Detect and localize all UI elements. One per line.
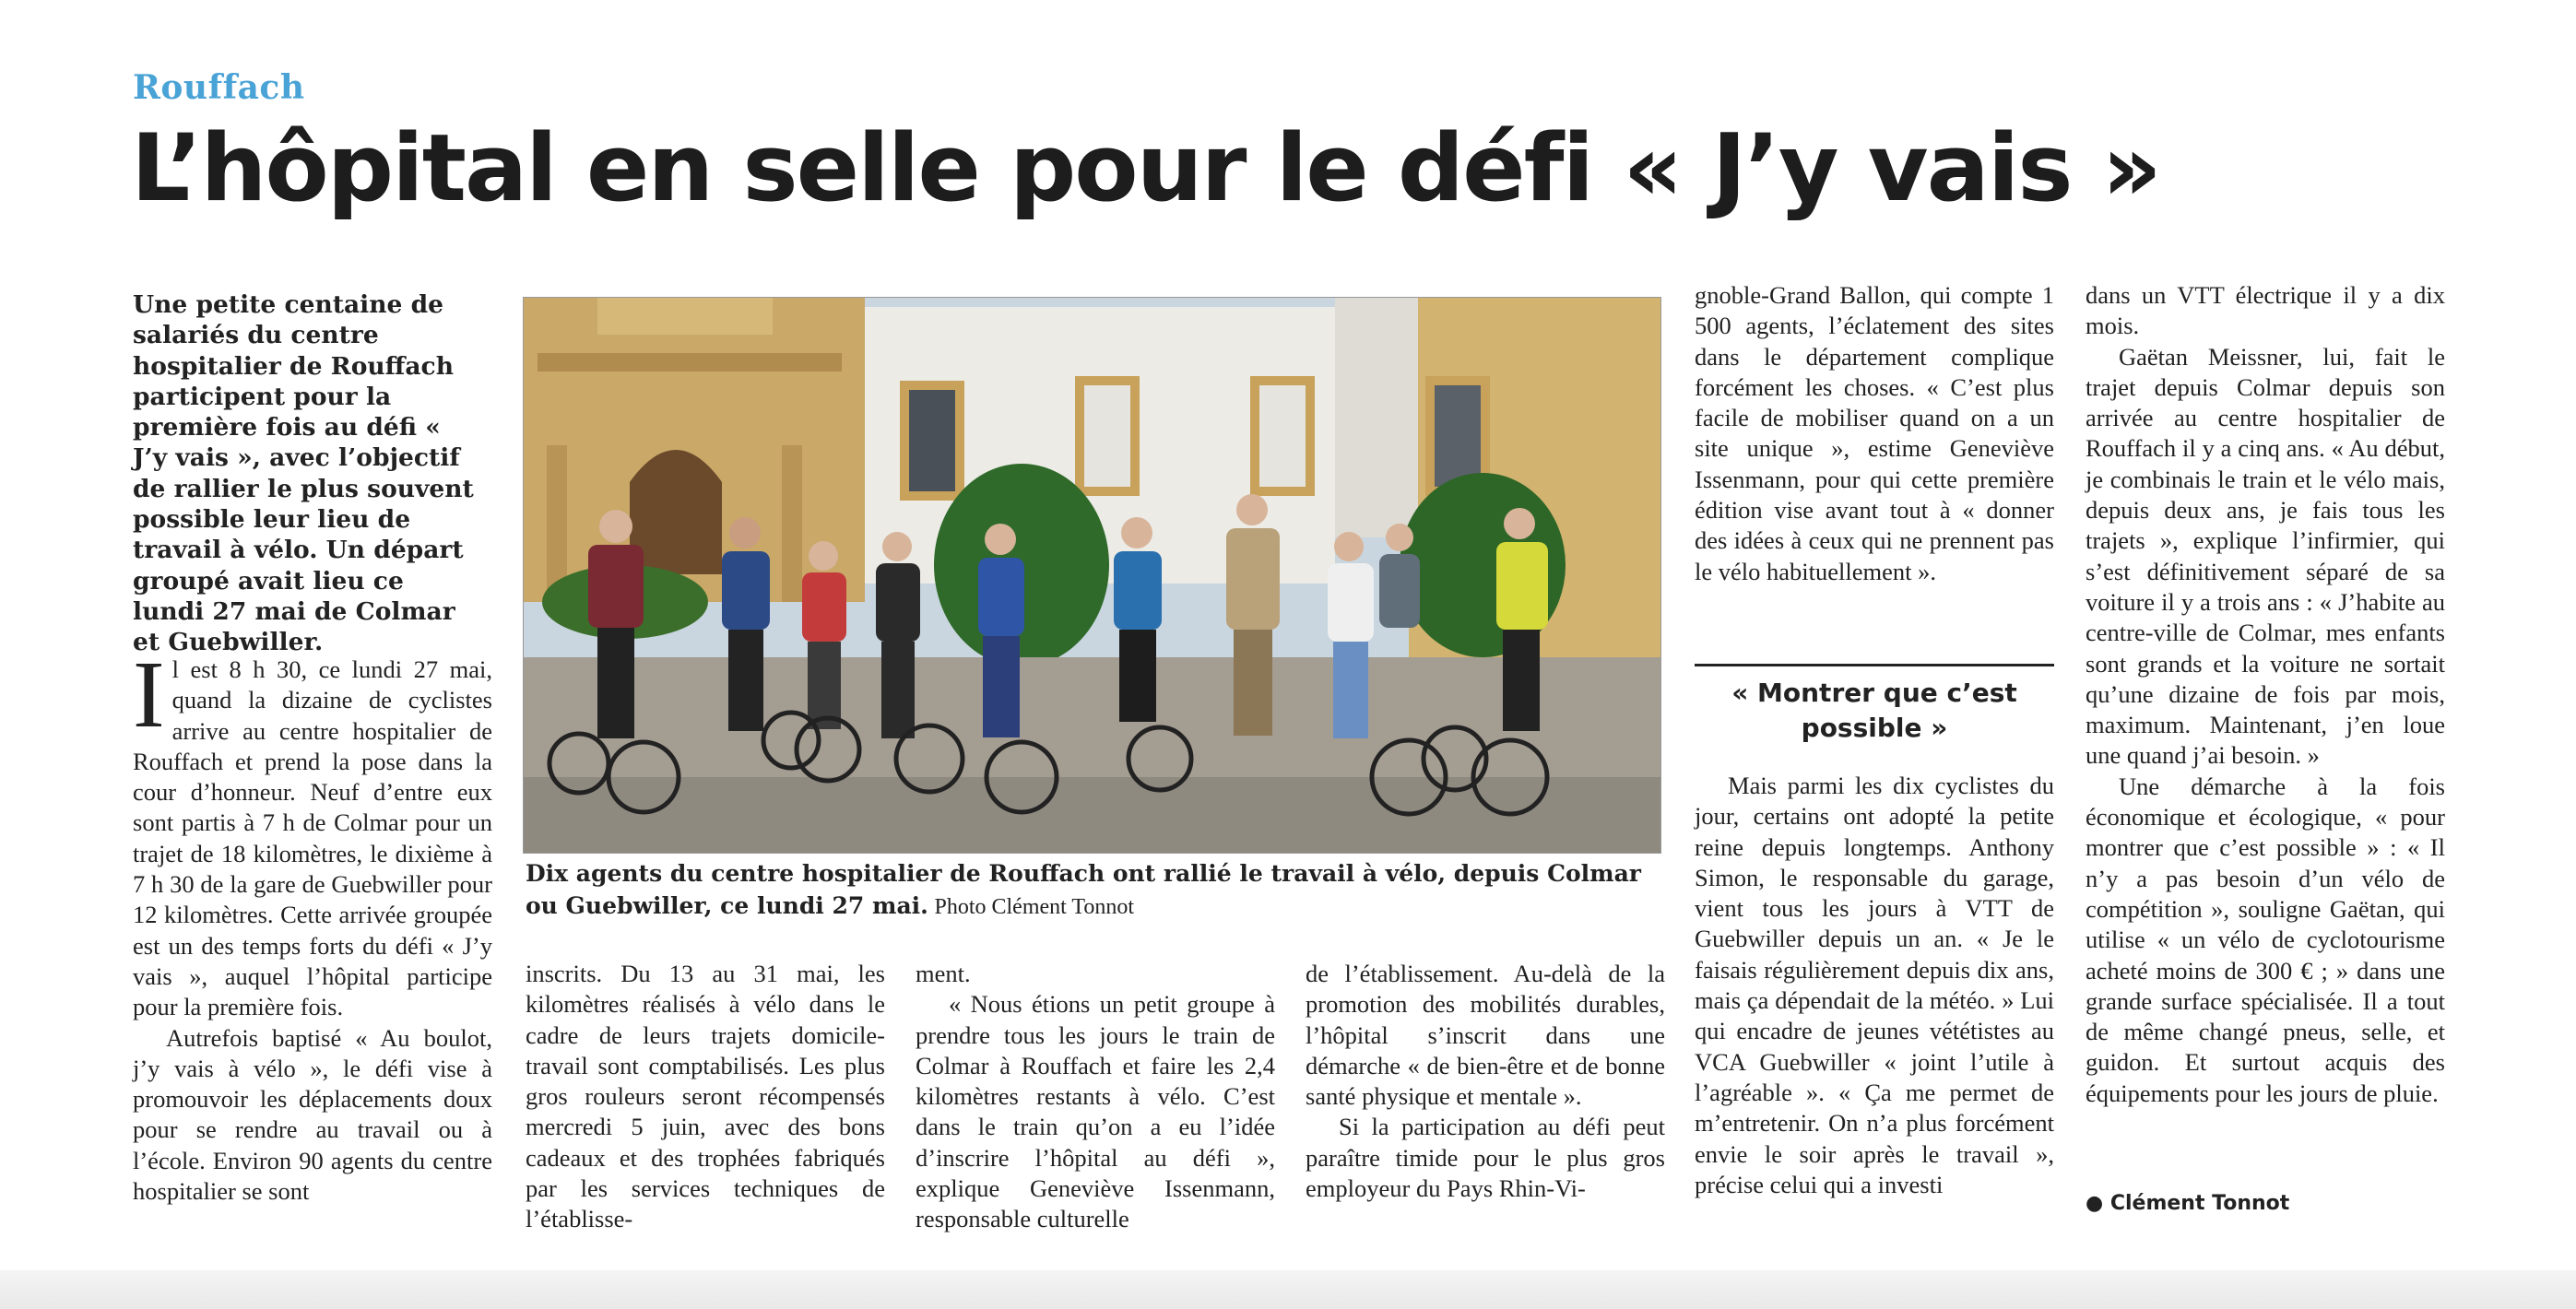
- article-column-5-bottom: [1695, 771, 2054, 1200]
- author-signature: ● Clément Tonnot: [2086, 1192, 2290, 1215]
- article-kicker: Rouffach: [133, 68, 305, 107]
- article-headline: L’hôpital en selle pour le défi « J’y vais »: [131, 113, 2160, 222]
- column-4-paragraph-0: de l’établissement. Au-delà de la promotion des mobilités durables, l’hôpital s’inscrit dans une démarche « de bien-être et de bonne santé physique et mentale ».: [1306, 960, 1665, 1111]
- column-6-paragraph-2: Une démarche à la fois économique et écologique, « pour montrer que c’est possible » : « Il n’y a pas besoin d’un vélo de compétition », souligne Gaëtan, qui utilise « un vélo de cyclotourisme acheté moins de 300 € ; » dans une grande surface spécialisée. Il a tout de même changé pneus, selle, et guidon. Et surtout acquis des équipements pour les jours de pluie.: [2086, 772, 2445, 1107]
- column-3-paragraph-1: « Nous étions un petit groupe à prendre tous les jours le train de Colmar à Rouffach et faire les 2,4 kilomètres restants à vélo. C’est dans le train qu’on a eu l’idée d’inscrire l’hôpital au défi », explique Geneviève Issenmann, responsable culturelle: [916, 990, 1275, 1233]
- column-2-paragraph-1: inscrits. Du 13 au 31 mai, les kilomètres réalisés à vélo dans le cadre de leurs trajets domicile-travail sont comptabilisés. Les plus gros rouleurs seront récompensés mercredi 5 juin, avec des bons cadeaux et des trophées fabriqués par les services techniques de l’établisse-: [526, 960, 885, 1233]
- scan-bottom-edge: [0, 1270, 2576, 1309]
- cyclists-photo-illustration: [524, 298, 1660, 853]
- article-column-4: [1306, 959, 1665, 1204]
- column-4-paragraph-1: Si la participation au défi peut paraître timide pour le plus gros employeur du Pays Rhin-Vi-: [1306, 1113, 1665, 1203]
- column-5-paragraph-1: Mais parmi les dix cyclistes du jour, certains ont adopté la petite reine depuis longtemps. Anthony Simon, le responsable du garage, vient tous les jours à VTT de Guebwiller depuis un an. « Je le faisais régulièrement depuis dix ans, mais ça dépendait de la météo. » Lui qui encadre de jeunes vététistes au VCA Guebwiller « joint l’utile à l’agréable ». « Ça me permet de m’entretenir. On n’a plus forcément envie le soir après le travail », précise celui qui a investi: [1695, 772, 2054, 1198]
- column-6-paragraph-0: dans un VTT électrique il y a dix mois.: [2086, 281, 2445, 340]
- article-intertitle: « Montrer que c’est possible »: [1695, 664, 2054, 746]
- column-6-paragraph-1: Gaëtan Meissner, lui, fait le trajet depuis Colmar depuis son arrivée au centre hospitalier de Rouffach il y a cinq ans. « Au début, je combinais le train et le vélo mais, depuis deux ans, je fais tous les trajets », explique l’infirmier, qui s’est définitivement séparé de sa voiture il y a trois ans : « J’habite au centre-ville de Colmar, mes enfants sont grands et la voiture ne sortait qu’une dizaine de fois par mois, maximum. Maintenant, j’en loue une quand j’ai besoin. »: [2086, 342, 2445, 770]
- column-1-paragraph-2: Autrefois baptisé « Au boulot, j’y vais à vélo », le défi vise à promouvoir les déplacements doux pour se rendre au travail ou à l’école. Environ 90 agents du centre hospitalier se sont: [133, 1023, 492, 1206]
- column-5-paragraph-0: gnoble-Grand Ballon, qui compte 1 500 agents, l’éclatement des sites dans le département complique forcément les choses. « C’est plus facile de mobiliser quand on a un site unique », estime Geneviève Issenmann, pour qui cette première édition vise avant tout à « donner des idées à ceux qui ne prennent pas le vélo habituellement ».: [1695, 281, 2054, 585]
- caption-text: Dix agents du centre hospitalier de Rouffach ont rallié le travail à vélo, depuis Colmar ou Guebwiller, ce lundi 27 mai.: [526, 860, 1641, 919]
- column-1-paragraph-1: Il est 8 h 30, ce lundi 27 mai, quand la dizaine de cyclistes arrive au centre hospitalier de Rouffach et prend la pose dans la cour d’honneur. Neuf d’entre eux sont partis à 7 h de Colmar pour un trajet de 18 kilomètres, le dixième à 7 h 30 de la gare de Guebwiller pour 12 kilomètres. Cette arrivée groupée est un des temps forts du défi « J’y vais », auquel l’hôpital participe pour la première fois.: [133, 642, 492, 1021]
- photo-credit: Photo Clément Tonnot: [934, 895, 1135, 919]
- column-3-paragraph-0: ment.: [916, 960, 971, 987]
- drop-cap: I: [133, 642, 165, 748]
- article-column-1: [133, 642, 492, 1207]
- article-column-6: [2086, 280, 2445, 1109]
- article-column-5-top: [1695, 280, 2054, 587]
- article-chapo: Une petite centaine de salariés du centre hospitalier de Rouffach participent pour la première fois au défi « J’y vais », avec l’objectif de rallier le plus souvent possible leur lieu de travail à vélo. Un départ groupé avait lieu ce lundi 27 mai de Colmar et Guebwiller.: [133, 290, 474, 657]
- article-column-3: [916, 959, 1275, 1235]
- article-column-2: [526, 959, 885, 1235]
- photo-caption: [526, 857, 1660, 923]
- article-photo: [523, 297, 1661, 854]
